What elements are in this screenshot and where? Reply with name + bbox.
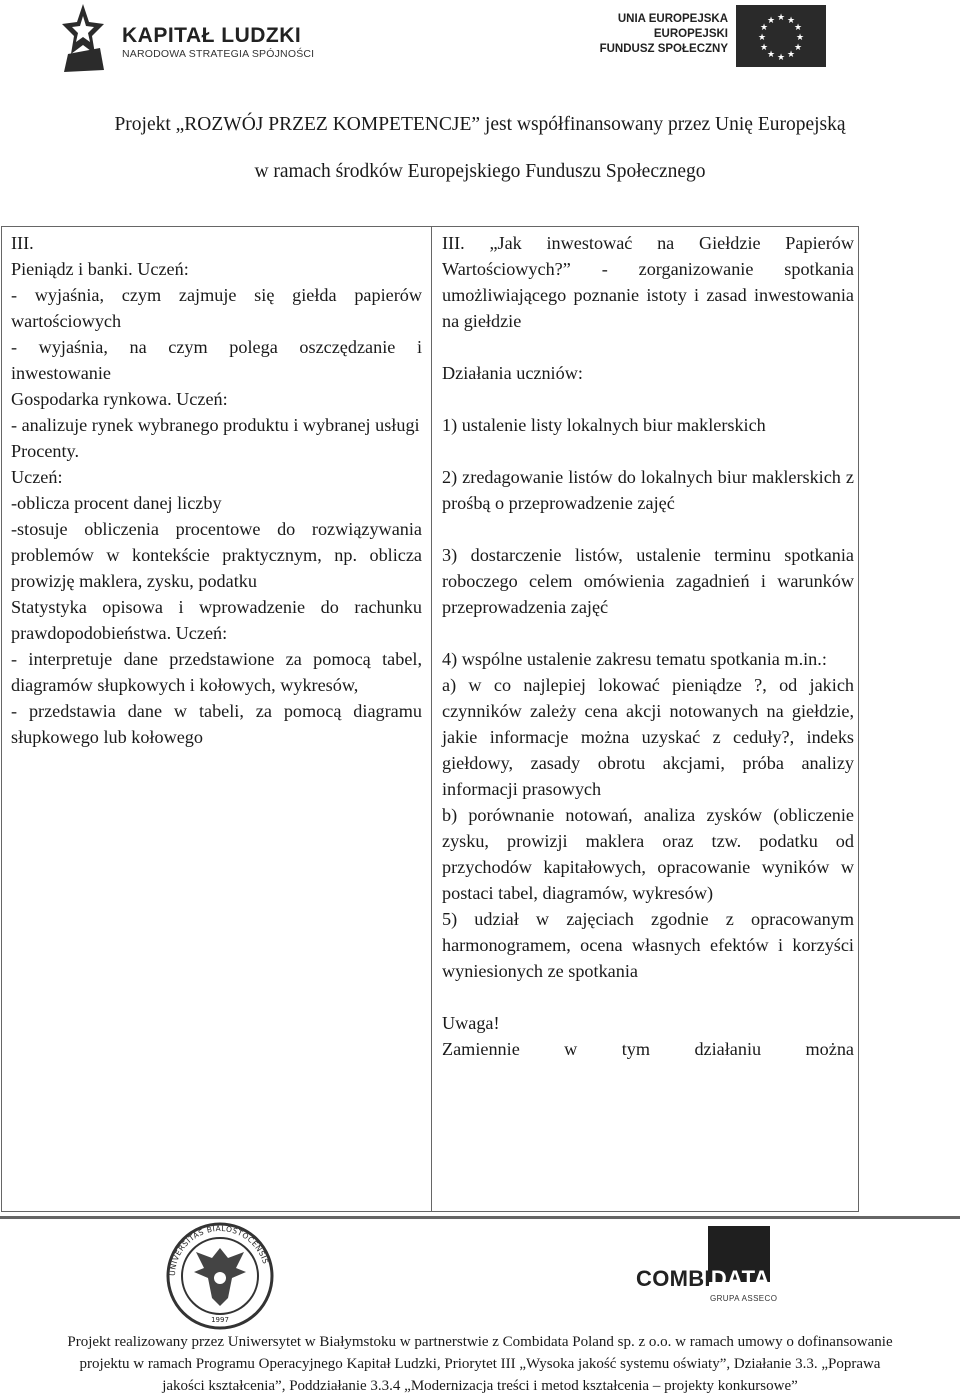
actions-heading: Działania uczniów: xyxy=(442,363,583,383)
eu-flag-icon xyxy=(736,5,826,67)
seal-year: 1997 xyxy=(211,1316,229,1324)
footer-line3: jakości kształcenia”, Poddziałanie 3.3.4 „Modernizacja treści i metod kształcenia – projekty konkursowe” xyxy=(162,1378,798,1394)
action-item-2: 2) zredagowanie listów do lokalnych biur maklerskich z prośbą o przeprowadzenie zajęć xyxy=(442,467,854,513)
left-line: Pieniądz i banki. Uczeń: xyxy=(11,259,189,279)
university-eagle-seal-icon xyxy=(166,1222,274,1330)
svg-text:★: ★ xyxy=(757,33,767,43)
action-item-4a: a) w co najlepiej lokować pieniądze ?, od jakich czynników zależy cena akcji notowanych na giełdzie, jakie informacje można uzyskać z ceduły?, indeks giełdowy, zasady obrotu akcjami, próba analizy informacji prasowych xyxy=(442,675,854,799)
left-line: Uczeń: xyxy=(11,467,63,487)
svg-text:★: ★ xyxy=(759,23,769,33)
left-line: Statystyka opisowa i wprowadzenie do rachunku prawdopodobieństwa. Uczeń: xyxy=(11,597,422,643)
action-item-1: 1) ustalenie listy lokalnych biur maklerskich xyxy=(442,415,766,435)
project-title-line2: w ramach środków Europejskiego Funduszu Społecznego xyxy=(254,161,706,182)
combidata-name xyxy=(636,1266,770,1292)
kapital-ludzki-subtitle: NARODOWA STRATEGIA SPÓJNOŚCI xyxy=(122,48,315,60)
page-break-rule xyxy=(0,1216,960,1219)
left-line: - interpretuje dane przedstawione za pomocą tabel, diagramów słupkowych i kołowych, wykresów, xyxy=(11,649,422,695)
note-text: Zamiennie w tym działaniu można xyxy=(442,1039,854,1059)
svg-text:★: ★ xyxy=(786,50,796,60)
eu-logo-line1: UNIA EUROPEJSKA xyxy=(617,13,728,25)
seal-ring-text: UNIVERSITAS BIALOSTOCENSIS xyxy=(167,1223,271,1277)
svg-text:★: ★ xyxy=(776,13,786,23)
svg-text:★: ★ xyxy=(759,43,769,53)
left-line: - wyjaśnia, na czym polega oszczędzanie i inwestowanie xyxy=(11,337,422,383)
project-title-line1: Projekt „ROZWÓJ PRZEZ KOMPETENCJE” jest współfinansowany przez Unię Europejską xyxy=(114,114,846,135)
eu-logo-text xyxy=(600,12,728,57)
footer-line2: projektu w ramach Programu Operacyjnego Kapitał Ludzki, Priorytet III „Wysoka jakość systemu oświaty”, Działanie 3.3. „Poprawa xyxy=(79,1356,881,1372)
action-item-4: 4) wspólne ustalenie zakresu tematu spotkania m.in.: xyxy=(442,649,827,669)
svg-text:★: ★ xyxy=(793,23,803,33)
action-item-3: 3) dostarczenie listów, ustalenie terminu spotkania roboczego celem omówienia zagadnień i warunków przeprowadzenia zajęć xyxy=(442,545,854,617)
left-line: - analizuje rynek wybranego produktu i wybranej usługi xyxy=(11,415,420,435)
table-column-divider xyxy=(431,226,432,1212)
left-line: III. xyxy=(11,233,34,253)
eu-logo-line3: FUNDUSZ SPOŁECZNY xyxy=(599,43,728,55)
kapital-ludzki-logo xyxy=(60,2,330,72)
svg-text:★: ★ xyxy=(786,16,796,26)
left-line: -stosuje obliczenia procentowe do rozwiązywania problemów w kontekście praktycznym, np. oblicza prowizję maklera, zysku, podatku xyxy=(11,519,422,591)
action-item-5: 5) udział w zajęciach zgodnie z opracowanym harmonogramem, ocena własnych efektów i korzyści wyniesionych ze spotkania xyxy=(442,909,854,981)
svg-text:★: ★ xyxy=(795,33,805,43)
right-intro: III. „Jak inwestować na Giełdzie Papierów Wartościowych?” - zorganizowanie spotkania umożliwiającego poznanie istoty i zasad inwestowania na giełdzie xyxy=(442,233,854,331)
combidata-name-part2: DATA xyxy=(710,1266,770,1291)
svg-text:★: ★ xyxy=(766,50,776,60)
left-line: -oblicza procent danej liczby xyxy=(11,493,222,513)
table-right-cell xyxy=(442,230,854,1062)
eu-logo-line2: EUROPEJSKI xyxy=(653,28,728,40)
svg-text:★: ★ xyxy=(776,53,786,63)
combidata-name-part1: COMBI xyxy=(636,1266,711,1291)
footer-line1: Projekt realizowany przez Uniwersytet w Białymstoku w partnerstwie z Combidata Poland sp. z o.o. w ramach umowy o dofinansowanie xyxy=(67,1334,893,1350)
table-left-cell xyxy=(11,230,422,750)
combidata-subtitle: GRUPA ASSECO xyxy=(710,1294,778,1303)
svg-text:★: ★ xyxy=(766,16,776,26)
kapital-ludzki-title: KAPITAŁ LUDZKI xyxy=(122,24,302,47)
left-line: - wyjaśnia, czym zajmuje się giełda papierów wartościowych xyxy=(11,285,422,331)
left-line: Procenty. xyxy=(11,441,80,461)
combidata-logo xyxy=(636,1224,776,1324)
note-heading: Uwaga! xyxy=(442,1013,500,1033)
action-item-4b: b) porównanie notowań, analiza zysków (obliczenie zysku, prowizji maklera oraz tzw. podatku od przychodów kapitałowych, opracowanie wyników w postaci tabel, diagramów, wykresów) xyxy=(442,805,854,903)
left-line: Gospodarka rynkowa. Uczeń: xyxy=(11,389,228,409)
kapital-ludzki-star-icon xyxy=(60,2,106,72)
svg-text:★: ★ xyxy=(793,43,803,53)
left-line: - przedstawia dane w tabeli, za pomocą diagramu słupkowego lub kołowego xyxy=(11,701,422,747)
